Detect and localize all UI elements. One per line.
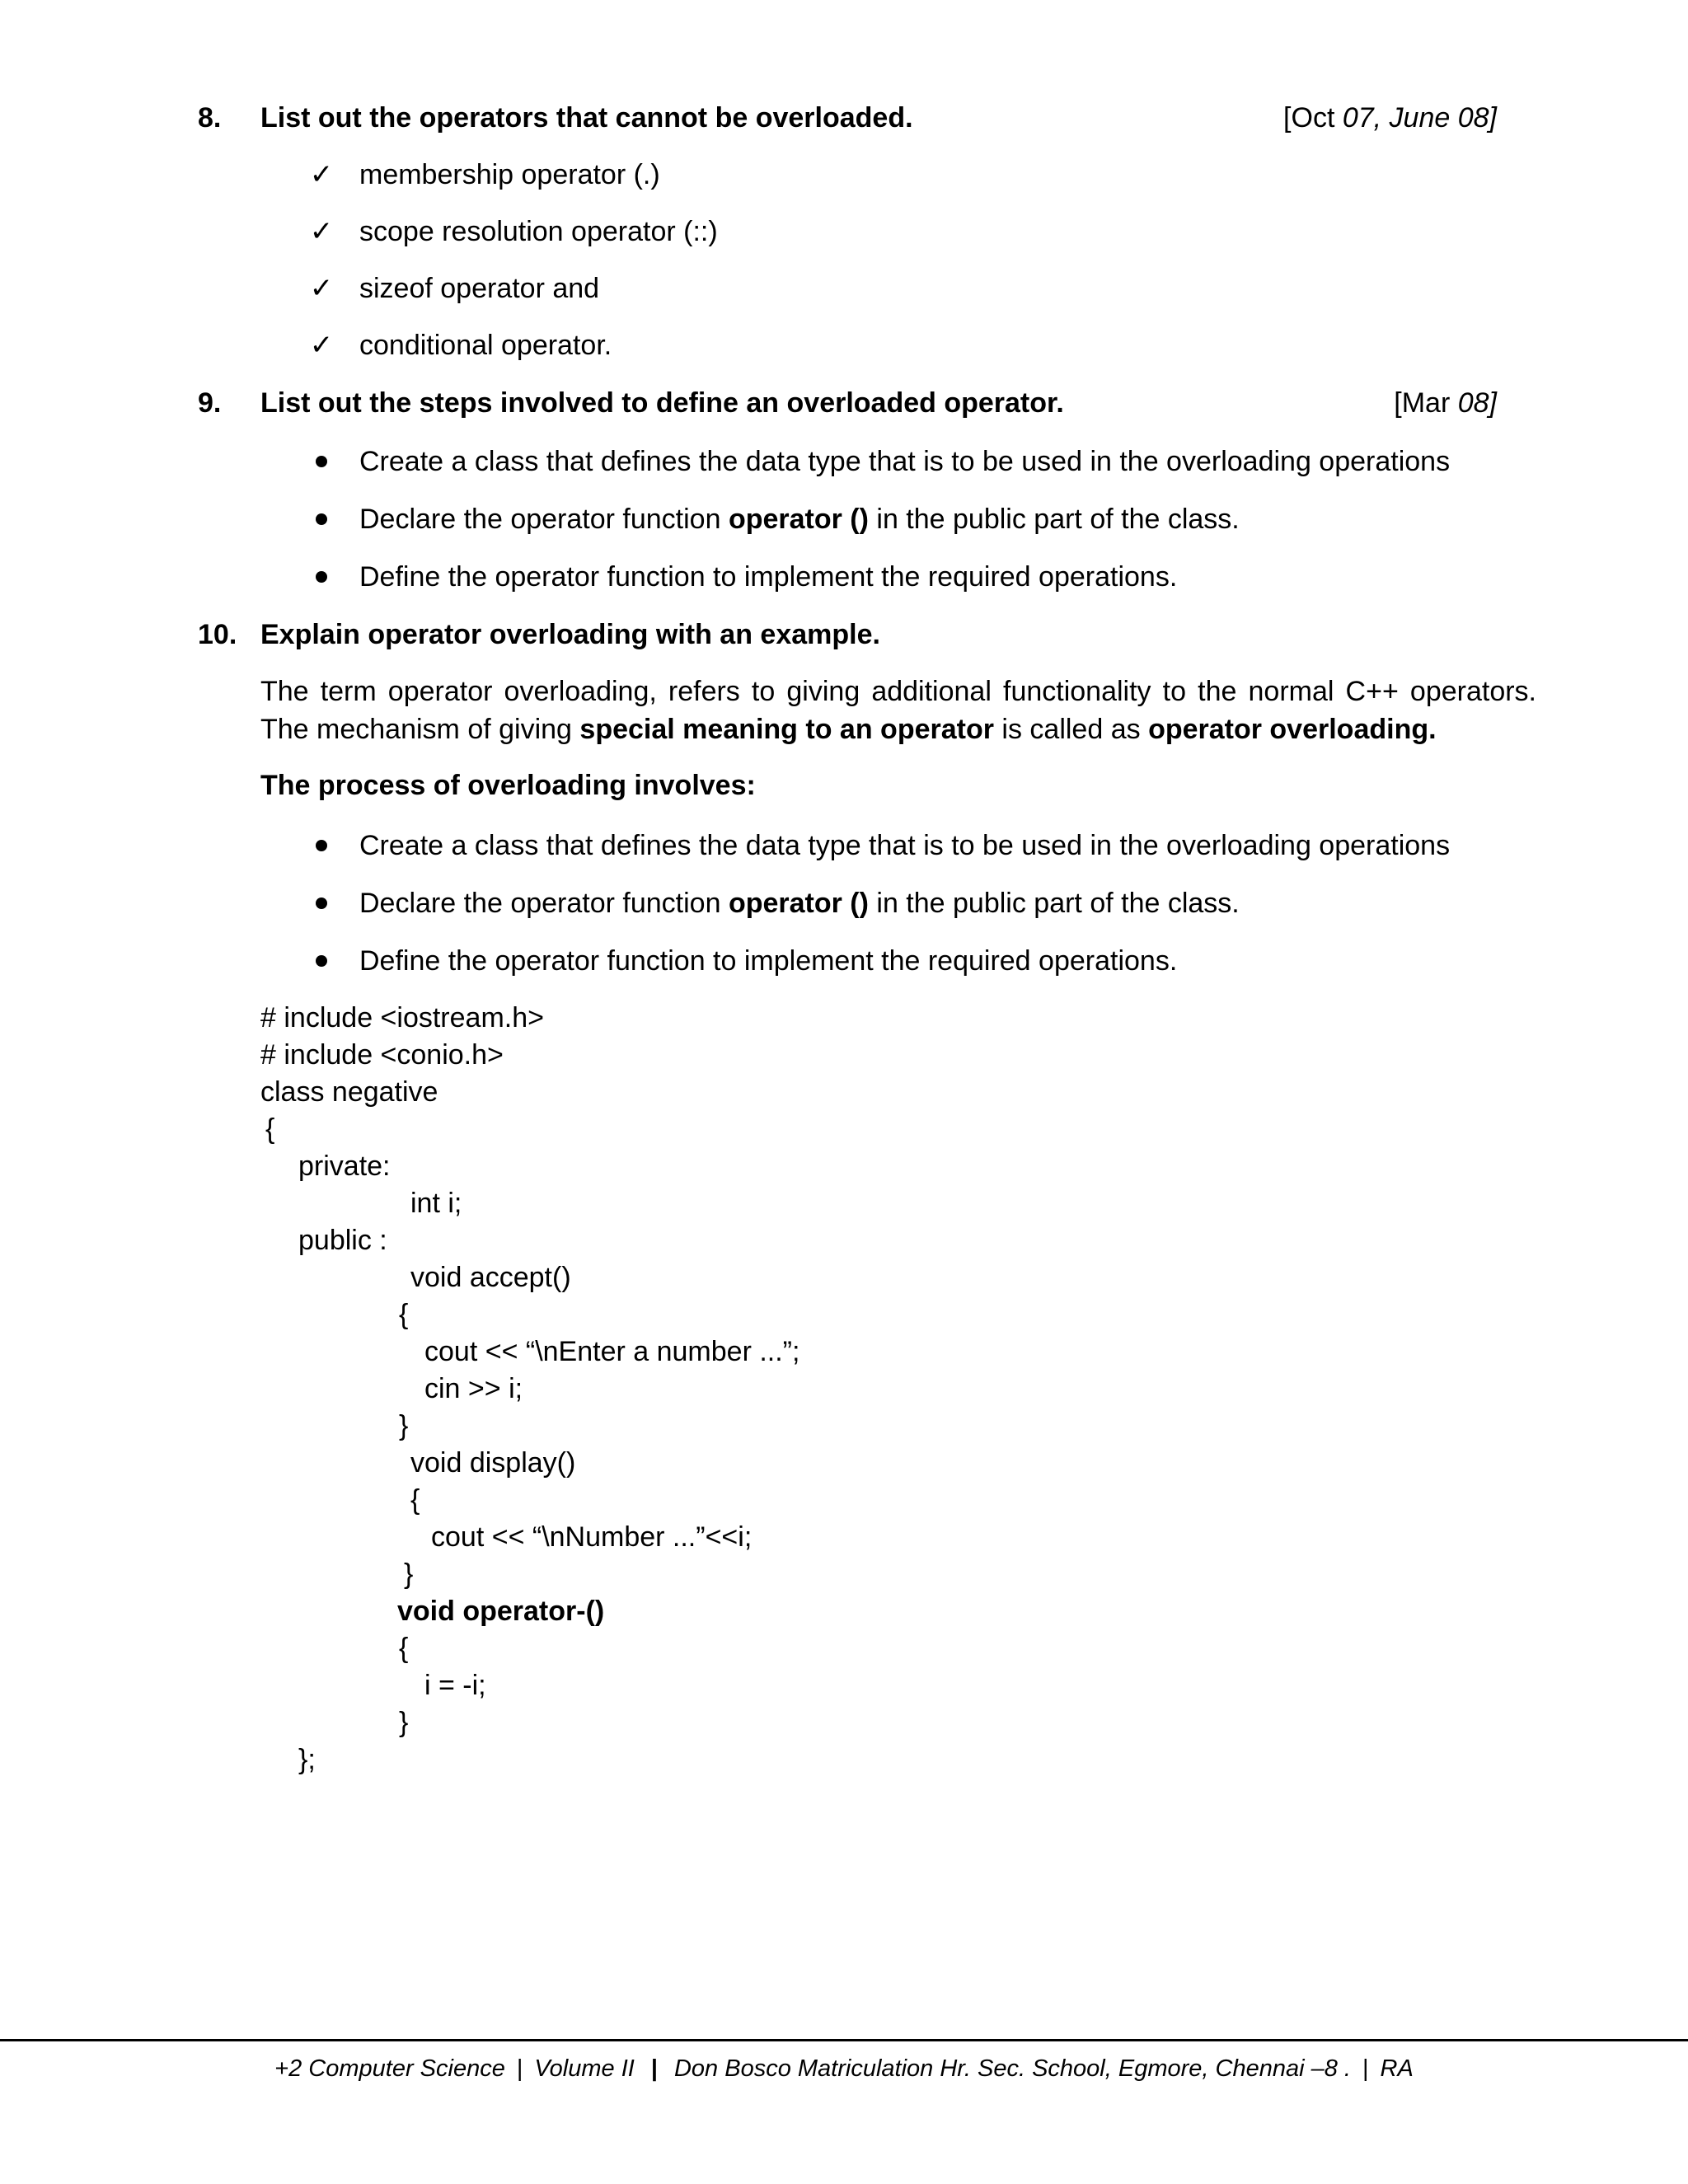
bullet-icon <box>316 898 327 909</box>
question-9-number: 9. <box>198 387 222 419</box>
code-line: int i; <box>410 1188 462 1219</box>
bullet-icon <box>316 955 327 967</box>
text-run-bold: operator () <box>728 504 869 535</box>
code-line: }; <box>298 1744 316 1775</box>
code-line: } <box>399 1707 409 1738</box>
list-item: Define the operator function to implement the required operations. <box>359 945 1178 977</box>
code-line: cout << “\nNumber ...”<<i; <box>431 1521 753 1553</box>
process-heading: The process of overloading involves: <box>260 770 756 801</box>
code-line: void operator-() <box>397 1596 605 1627</box>
code-line: # include <iostream.h> <box>260 1002 544 1033</box>
bullet-icon <box>316 513 327 525</box>
question-8-number: 8. <box>198 102 222 134</box>
text-run-bold: special meaning to an operator <box>579 714 994 745</box>
definition-paragraph <box>260 673 1536 748</box>
code-line: class negative <box>260 1076 438 1108</box>
check-icon: ✓ <box>309 273 334 304</box>
list-item: scope resolution operator (::) <box>359 216 718 247</box>
bullet-icon <box>316 456 327 467</box>
code-line: { <box>265 1113 275 1145</box>
footer-volume: Volume II <box>534 2055 635 2082</box>
list-item: sizeof operator and <box>359 273 600 304</box>
footer-school: Don Bosco Matriculation Hr. Sec. School, Egmore, Chennai –8 . <box>673 2055 1351 2082</box>
text-run: Declare the operator function <box>359 888 729 919</box>
footer-course: +2 Computer Science <box>274 2055 505 2082</box>
code-line: { <box>399 1299 409 1330</box>
check-icon: ✓ <box>309 216 334 247</box>
code-line: } <box>404 1558 414 1590</box>
text-run-bold: operator () <box>728 888 869 919</box>
question-9-title: List out the steps involved to define an overloaded operator. <box>260 387 1064 419</box>
code-line: } <box>399 1410 409 1441</box>
text-run: in the public part of the class. <box>868 504 1240 535</box>
bullet-icon <box>316 571 327 583</box>
text-run: is called as <box>993 714 1149 745</box>
code-line: private: <box>298 1151 391 1182</box>
check-icon: ✓ <box>309 330 334 361</box>
footer-separator: | <box>516 2055 523 2082</box>
list-item: Create a class that defines the data type that is to be used in the overloading operations <box>359 830 1451 861</box>
footer-separator: | <box>1362 2055 1369 2082</box>
list-item: membership operator (.) <box>359 159 660 190</box>
list-item: Define the operator function to implement the required operations. <box>359 561 1178 593</box>
text-run: Declare the operator function <box>359 504 729 535</box>
page-footer <box>0 2052 1688 2085</box>
footer-initials: RA <box>1380 2055 1414 2082</box>
list-item: Create a class that defines the data type that is to be used in the overloading operations <box>359 446 1451 477</box>
question-8-reference <box>1283 100 1497 136</box>
code-line: { <box>410 1484 420 1516</box>
text-run-bold: operator overloading. <box>1148 714 1437 745</box>
footer-divider <box>0 2039 1688 2041</box>
code-line: void accept() <box>410 1262 571 1293</box>
code-line: { <box>399 1633 409 1664</box>
code-line: cout << “\nEnter a number ...”; <box>424 1336 800 1367</box>
question-8-title: List out the operators that cannot be overloaded. <box>260 102 913 134</box>
code-line: i = -i; <box>424 1670 486 1701</box>
question-10-number: 10. <box>198 619 237 650</box>
ref-plain: [Oct <box>1283 102 1343 134</box>
list-item <box>359 885 1240 921</box>
list-item: conditional operator. <box>359 330 612 361</box>
text-run: The term operator overloading, refers to giving additional functionality to the normal C++ operators. The mechanism of giving <box>260 676 1536 745</box>
question-9-reference <box>1394 385 1497 421</box>
question-10-title: Explain operator overloading with an example. <box>260 619 880 650</box>
ref-plain: [Mar <box>1394 387 1458 419</box>
footer-separator: | <box>650 2055 658 2082</box>
ref-italic: 08] <box>1457 387 1497 419</box>
code-line: void display() <box>410 1447 576 1479</box>
ref-italic: 07, June 08] <box>1342 102 1497 134</box>
check-icon: ✓ <box>309 159 334 190</box>
code-line: # include <conio.h> <box>260 1039 504 1071</box>
code-line: cin >> i; <box>424 1373 523 1404</box>
bullet-icon <box>316 840 327 851</box>
list-item <box>359 501 1240 537</box>
code-line: public : <box>298 1225 387 1256</box>
text-run: in the public part of the class. <box>868 888 1240 919</box>
